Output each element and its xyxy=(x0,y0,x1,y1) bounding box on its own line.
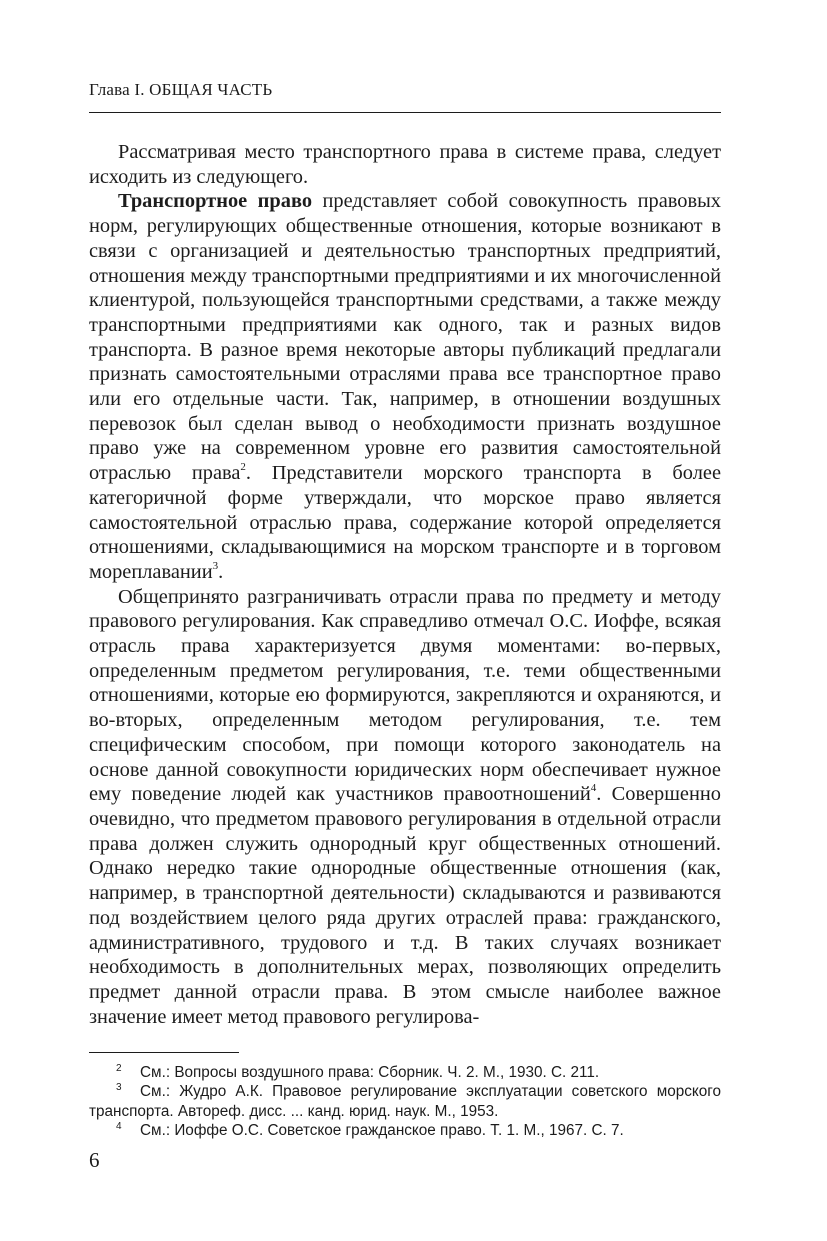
paragraph-3-text-b: . Совершенно очевидно, что предметом правового регулирования в отдельной отрасли права должен служить однородный круг общественных отношений. Однако нередко такие однородные общественные отношения (как, например, в транспортной деятельности) складываются и развиваются под воздействием целого ряда других отраслей права: гражданского, административного, трудового и т.д. В таких случаях возникает необходимость в дополнительных мерах, позволяющих определить предмет данной отрасли права. В этом смысле наиболее важное значение имеет метод правового регулирова- xyxy=(89,783,721,1028)
footnote-ref-4[interactable]: 4 xyxy=(590,782,597,795)
running-head: Глава I. ОБЩАЯ ЧАСТЬ xyxy=(89,80,273,99)
paragraph-2-text-b: . Представители морского транспорта в более категоричной форме утверждали, что морское право является самостоятельной отраслью права, содержание которой определяется отношениями, складывающимися на морском транспорте и в торговом мореплавании xyxy=(89,462,721,583)
footnote-4: 4 См.: Иоффе О.С. Советское гражданское право. Т. 1. М., 1967. С. 7. xyxy=(116,1120,624,1139)
main-text xyxy=(89,140,721,1029)
footnote-ref-3[interactable]: 3 xyxy=(212,560,219,573)
footnote-divider xyxy=(89,1052,239,1053)
footnote-text: См.: Жудро А.К. Правовое регулирование эксплуатации советского морского транспорта. Автореф. дисс. ... канд. юрид. наук. М., 1953. xyxy=(89,1083,721,1120)
paragraph-1: Рассматривая место транспортного права в системе права, следует исходить из следующего. xyxy=(89,141,721,188)
footnote-text: См.: Вопросы воздушного права: Сборник. Ч. 2. М., 1930. С. 211. xyxy=(140,1064,600,1081)
page-number: 6 xyxy=(89,1148,100,1172)
footnote-text: См.: Иоффе О.С. Советское гражданское право. Т. 1. М., 1967. С. 7. xyxy=(140,1121,624,1139)
paragraph-3-text-a: Общепринято разграничивать отрасли права по предмету и методу правового регулирования. Как справедливо отмечал О.С. Иоффе, всякая отрасль права характеризуется двумя моментами: во-первых, определенным предметом регулирования, т.е. теми общественными отношениями, которые ею формируются, закрепляются и охраняются, и во-вторых, определенным методом регулирования, т.е. тем специфическим способом, при помощи которого законодатель на основе данной совокупности юридических норм обеспечивает нужное ему поведение людей как участников правоотношений xyxy=(89,585,721,806)
footnotes xyxy=(89,1063,721,1140)
footnote-3: 3 См.: Жудро А.К. Правовое регулирование эксплуатации советского морского транспорта. Автореф. дисс. ... канд. юрид. наук. М., 1953. xyxy=(89,1082,721,1120)
paragraph-2-text-c: . xyxy=(218,560,224,583)
paragraph-2-text-a: представляет собой совокупность правовых норм, регулирующих общественные отношения, которые возникают в связи с организацией и деятельностью транспортных предприятий, отношения между транспортными предприятиями и их многочисленной клиентурой, пользующейся транспортными средствами, а также между транспортными предприятиями как одного, так и разных видов транспорта. В разное время некоторые авторы публикаций предлагали признать самостоятельными отраслями права все транспортное право или его отдельные части. Так, например, в отношении воздушных перевозок был сделан вывод о необходимости признать воздушное право уже на современном уровне его развития самостоятельной отраслью права xyxy=(89,190,721,485)
paragraph-2 xyxy=(89,189,721,584)
defined-term: Транспортное право xyxy=(118,190,313,213)
paragraph-3 xyxy=(89,585,721,1030)
header-divider xyxy=(89,112,721,113)
footnote-2: 2 См.: Вопросы воздушного права: Сборник. Ч. 2. М., 1930. С. 211. xyxy=(116,1062,600,1081)
footnote-ref-2[interactable]: 2 xyxy=(240,461,246,474)
